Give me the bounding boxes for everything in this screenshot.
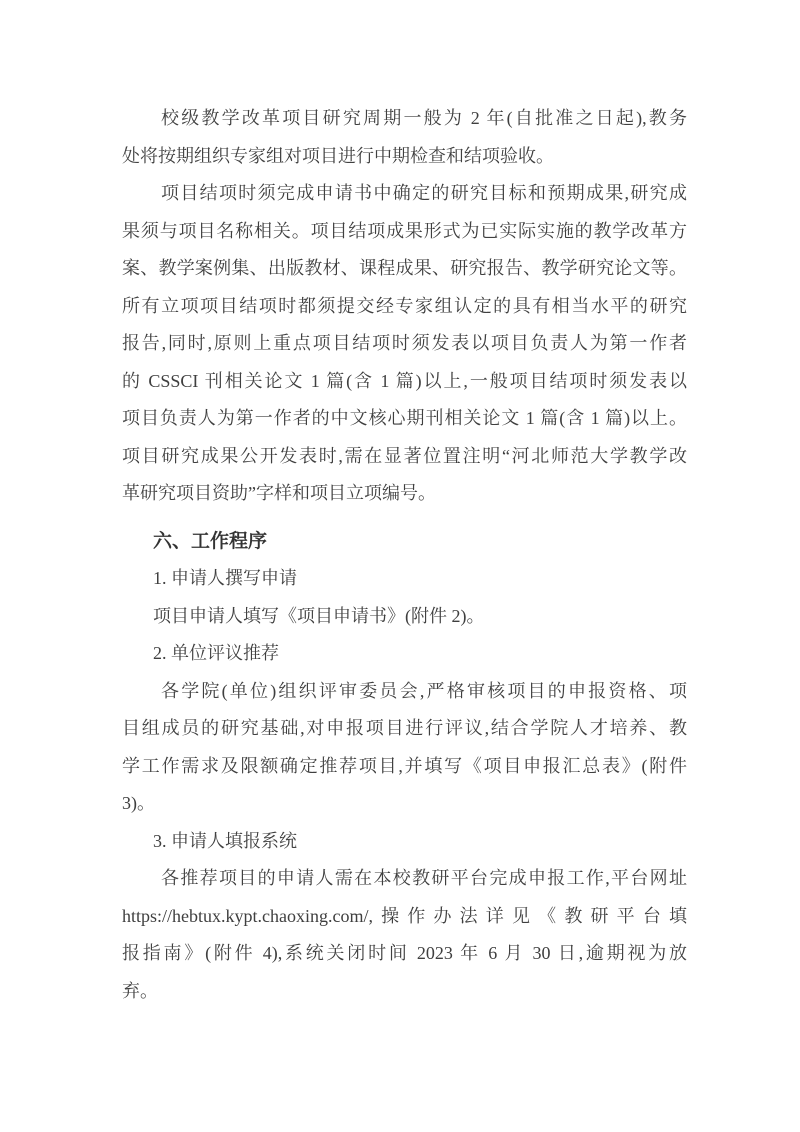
text-line: 革研究项目资助”字样和项目立项编号。 [122, 483, 436, 503]
text-line: 弃。 [122, 980, 158, 1001]
text-line: 案、教学案例集、出版教材、课程成果、研究报告、教学研究论文等。 [122, 258, 687, 278]
text-line: 目组成员的研究基础,对申报项目进行评议,结合学院人才培养、教 [122, 718, 687, 738]
text-line: 学工作需求及限额确定推荐项目,并填写《项目申报汇总表》(附件 [122, 755, 687, 776]
text-line: 3. 申请人填报系统 [153, 830, 297, 851]
text-line: 项目研究成果公开发表时,需在显著位置注明“河北师范大学教学改 [122, 445, 687, 466]
text-line: https://hebtux.kypt.chaoxing.com/,操作办法详见《教研平台填 [122, 905, 687, 926]
text-line: 项目负责人为第一作者的中文核心期刊相关论文 1 篇(含 1 篇)以上。 [122, 408, 687, 428]
text-line: 各学院(单位)组织评审委员会,严格审核项目的申报资格、项 [161, 680, 687, 701]
text-line: 各推荐项目的申请人需在本校教研平台完成申报工作,平台网址 [161, 868, 687, 888]
text-line: 所有立项项目结项时都须提交经专家组认定的具有相当水平的研究 [122, 295, 687, 316]
text-line: 的 CSSCI 刊相关论文 1 篇(含 1 篇)以上,一般项目结项时须发表以 [122, 370, 687, 391]
section-heading: 六、工作程序 [153, 530, 268, 552]
text-line: 1. 申请人撰写申请 [153, 568, 297, 588]
text-line: 报指南》(附件 4),系统关闭时间 2023 年 6 月 30 日,逾期视为放 [122, 943, 687, 963]
text-line: 项目申请人填写《项目申请书》(附件 2)。 [153, 605, 485, 626]
text-line: 处将按期组织专家组对项目进行中期检查和结项验收。 [122, 145, 554, 166]
text-line: 项目结项时须完成申请书中确定的研究目标和预期成果,研究成 [161, 183, 687, 203]
text-line: 果须与项目名称相关。项目结项成果形式为已实际实施的教学改革方 [122, 220, 687, 241]
text-line: 报告,同时,原则上重点项目结项时须发表以项目负责人为第一作者 [122, 333, 687, 353]
document-body [122, 100, 687, 1010]
text-line: 校级教学改革项目研究周期一般为 2 年(自批准之日起),教务 [161, 108, 687, 128]
text-line: 2. 单位评议推荐 [153, 643, 279, 663]
text-line: 3)。 [122, 793, 155, 813]
